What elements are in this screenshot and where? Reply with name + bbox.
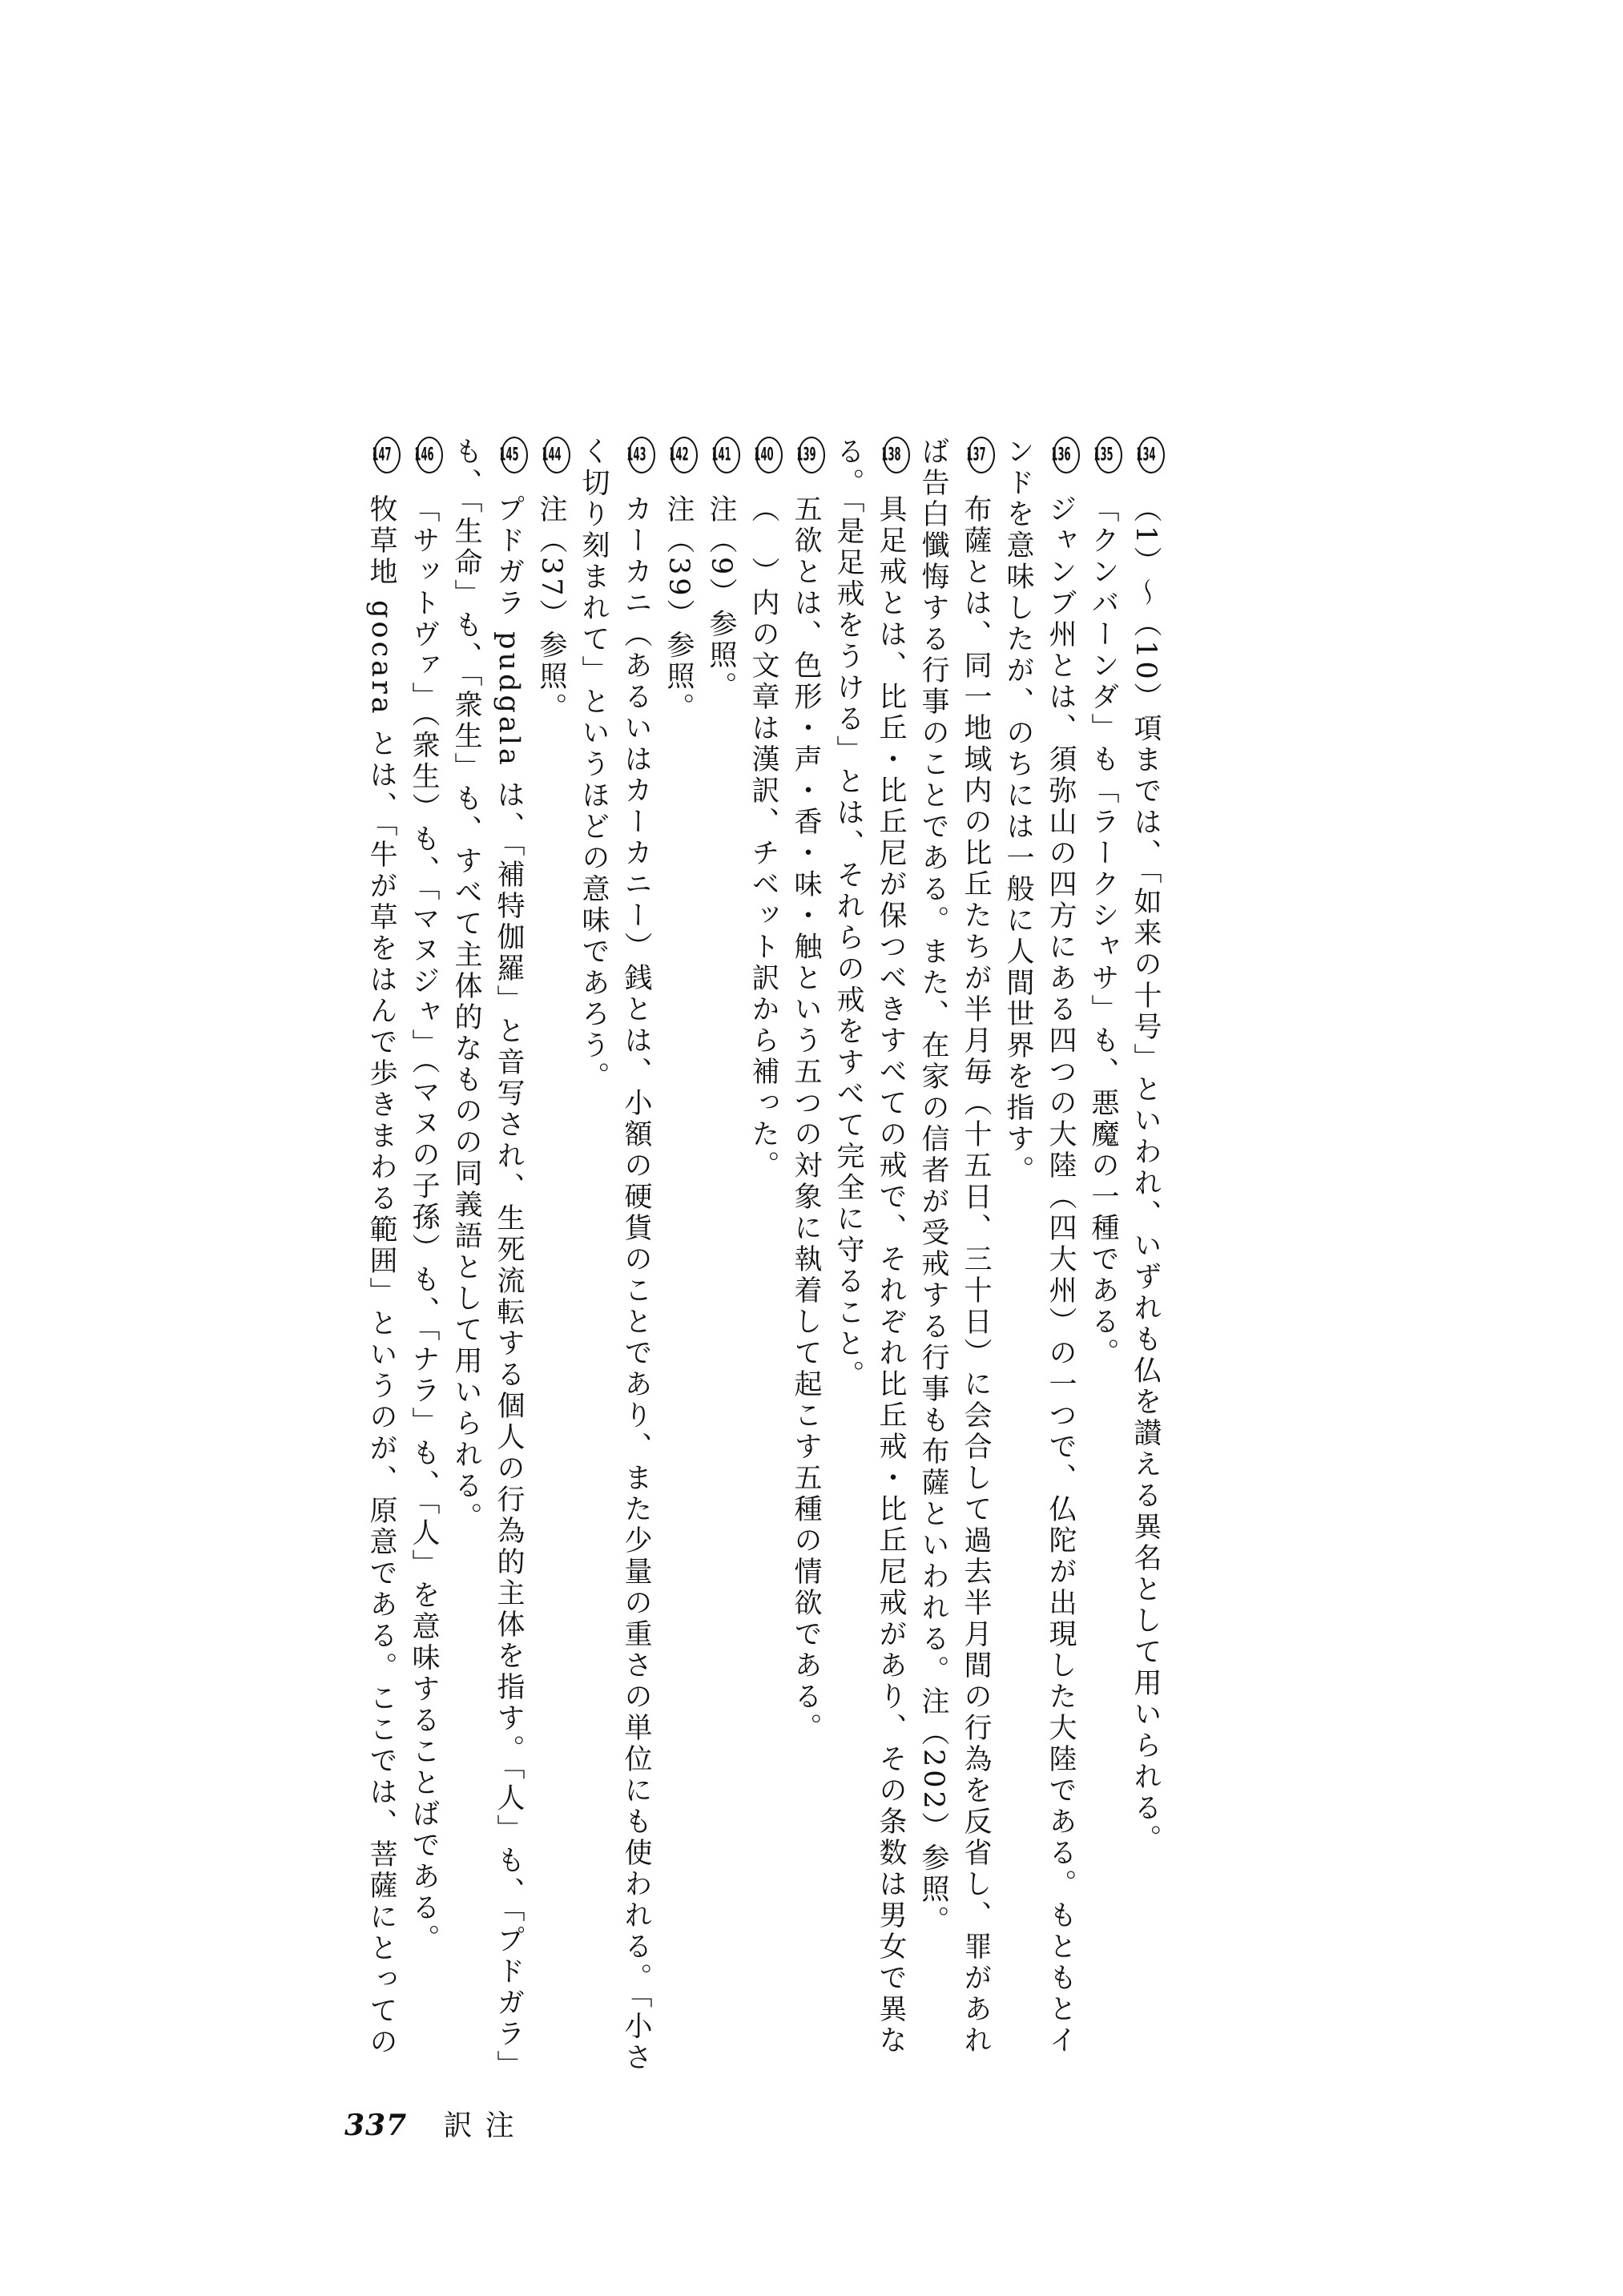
note-number: 141 bbox=[713, 437, 740, 473]
note-number: 146 bbox=[416, 437, 443, 473]
note-number: 136 bbox=[1053, 437, 1080, 473]
note-text: ジャンブ州とは、須弥山の四方にある四つの大陸（四大州）の一つで、仏陀が出現した大陸である。もともとインドを意味したが、のちには一般に人間世界を指す。 bbox=[1002, 437, 1077, 2056]
note-text: プドガラ pudgala は、「補特伽羅」と音写され、生死流転する個人の行為的主体を指す。「人」も、「プドガラ」も、「生命」も、「衆生」も、すべて主体的なものの同義語として用いられる。 bbox=[450, 437, 525, 2068]
note-number: 144 bbox=[543, 437, 570, 473]
note-text: 注（37）参照。 bbox=[535, 494, 567, 724]
note-text: 布薩とは、同一地域内の比丘たちが半月毎（十五日、三十日）に会合して過去半月間の行為を反省し、罪があれば告白懺悔する行事のことである。また、在家の信者が受戒する行事も布薩といわれる。注（202）参照。 bbox=[917, 437, 992, 2056]
note-number: 137 bbox=[968, 437, 995, 473]
note-138 bbox=[827, 437, 912, 2079]
note-text: 牧草地 gocara とは、「牛が草をはんで歩きまわる範囲」というのが、原意である。ここでは、菩薩にとっての bbox=[365, 494, 397, 2059]
note-text: 注（39）参照。 bbox=[662, 494, 695, 724]
note-text: 「クンバーンダ」も「ラークシャサ」も、悪魔の一種である。 bbox=[1087, 494, 1119, 1369]
note-number: 142 bbox=[671, 437, 698, 473]
note-text: 注（9）参照。 bbox=[705, 494, 737, 703]
note-number: 147 bbox=[373, 437, 401, 473]
note-144 bbox=[530, 437, 572, 2079]
page-footer bbox=[344, 2103, 527, 2144]
note-text: （ ）内の文章は漢訳、チベット訳から補った。 bbox=[747, 494, 779, 1182]
note-text: （1）〜（10）項までは、「如来の十号」といわれ、いずれも仏を讃える異名として用いられる。 bbox=[1130, 494, 1162, 1856]
note-text: 具足戒とは、比丘・比丘尼が保つべきすべての戒で、それぞれ比丘戒・比丘尼戒があり、その条数は男女で異なる。「是足戒をうける」とは、それらの戒をすべて完全に守ること。 bbox=[832, 437, 907, 2056]
note-number: 138 bbox=[883, 437, 910, 473]
page-number: 337 bbox=[344, 2109, 408, 2142]
running-head: 訳注 bbox=[443, 2109, 527, 2142]
note-141 bbox=[699, 437, 742, 2079]
note-140 bbox=[742, 437, 784, 2079]
note-text: カーカニ（あるいはカーカニー）銭とは、小額の硬貨のことであり、また少量の重さの単位にも使われる。「小さく切り刻まれて」というほどの意味であろう。 bbox=[578, 437, 652, 2074]
note-145 bbox=[445, 437, 530, 2079]
note-number: 139 bbox=[798, 437, 825, 473]
note-142 bbox=[657, 437, 699, 2079]
note-text: 「サットヴァ」（衆生）も、「マヌジャ」（マヌの子孫）も、「ナラ」も、「人」を意味することばである。 bbox=[408, 494, 440, 1956]
note-number: 145 bbox=[501, 437, 528, 473]
note-135 bbox=[1081, 437, 1124, 2079]
note-146 bbox=[402, 437, 445, 2079]
note-number: 135 bbox=[1095, 437, 1122, 473]
note-139 bbox=[784, 437, 827, 2079]
note-number: 140 bbox=[755, 437, 783, 473]
note-number: 143 bbox=[628, 437, 655, 473]
note-143 bbox=[572, 437, 657, 2079]
note-147 bbox=[365, 437, 402, 2079]
note-text: 五欲とは、色形・声・香・味・触という五つの対象に執着して起こす五種の情欲である。 bbox=[790, 494, 822, 1744]
note-137 bbox=[912, 437, 997, 2079]
translator-notes bbox=[365, 437, 1166, 2079]
note-134 bbox=[1124, 437, 1166, 2079]
note-136 bbox=[997, 437, 1081, 2079]
note-number: 134 bbox=[1138, 437, 1165, 473]
